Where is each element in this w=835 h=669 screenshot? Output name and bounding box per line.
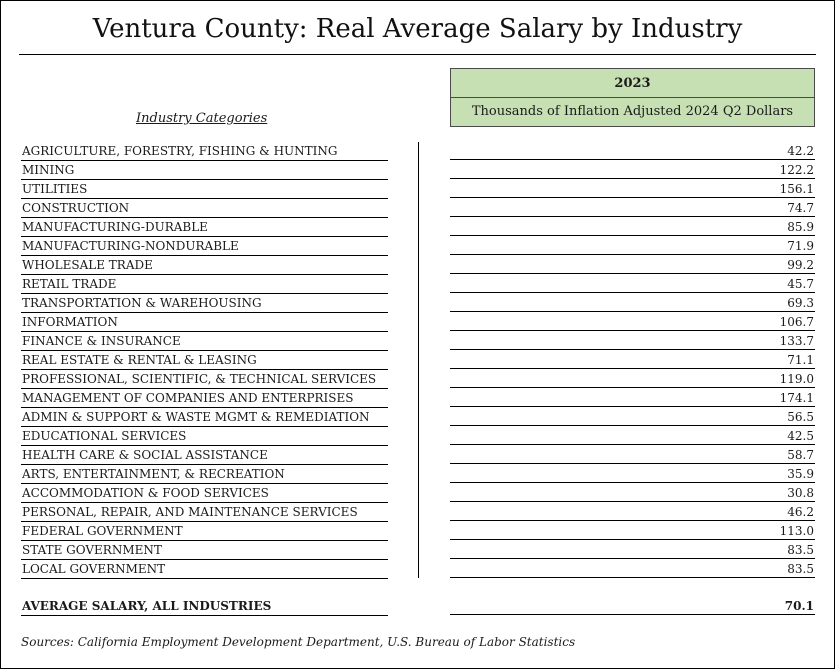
industry-label: MANUFACTURING-NONDURABLE — [21, 237, 388, 256]
salary-value: 46.2 — [450, 503, 815, 521]
table-row — [1, 522, 834, 541]
industry-label: PERSONAL, REPAIR, AND MAINTENANCE SERVICES — [21, 503, 388, 522]
industry-label: LOCAL GOVERNMENT — [21, 560, 388, 579]
salary-value: 174.1 — [450, 389, 815, 407]
salary-value: 99.2 — [450, 256, 815, 274]
salary-value: 85.9 — [450, 218, 815, 236]
industry-label: MANAGEMENT OF COMPANIES AND ENTERPRISES — [21, 389, 388, 408]
salary-value: 45.7 — [450, 275, 815, 293]
industry-label: RETAIL TRADE — [21, 275, 388, 294]
table-row — [1, 275, 834, 294]
salary-value: 30.8 — [450, 484, 815, 502]
industry-label: TRANSPORTATION & WAREHOUSING — [21, 294, 388, 313]
industry-label: FINANCE & INSURANCE — [21, 332, 388, 351]
salary-value: 113.0 — [450, 522, 815, 540]
table-row — [1, 161, 834, 180]
industry-label: MANUFACTURING-DURABLE — [21, 218, 388, 237]
industry-table — [1, 142, 834, 579]
industry-label: WHOLESALE TRADE — [21, 256, 388, 275]
table-row — [1, 370, 834, 389]
table-row — [1, 237, 834, 256]
column-year: 2023 — [451, 69, 814, 98]
total-value: 70.1 — [450, 597, 815, 615]
industry-label: EDUCATIONAL SERVICES — [21, 427, 388, 446]
salary-value: 106.7 — [450, 313, 815, 331]
table-row — [1, 560, 834, 579]
industry-label: HEALTH CARE & SOCIAL ASSISTANCE — [21, 446, 388, 465]
industry-categories-header: Industry Categories — [136, 111, 268, 126]
salary-value: 35.9 — [450, 465, 815, 483]
industry-label: PROFESSIONAL, SCIENTIFIC, & TECHNICAL SERVICES — [21, 370, 388, 389]
industry-label: ARTS, ENTERTAINMENT, & RECREATION — [21, 465, 388, 484]
title-divider — [19, 54, 816, 55]
total-label: AVERAGE SALARY, ALL INDUSTRIES — [21, 597, 388, 616]
industry-label: CONSTRUCTION — [21, 199, 388, 218]
table-row — [1, 313, 834, 332]
table-row — [1, 389, 834, 408]
salary-value: 69.3 — [450, 294, 815, 312]
table-row — [1, 408, 834, 427]
salary-value: 83.5 — [450, 541, 815, 559]
salary-value: 56.5 — [450, 408, 815, 426]
salary-value: 119.0 — [450, 370, 815, 388]
salary-value: 42.5 — [450, 427, 815, 445]
source-note: Sources: California Employment Development Department, U.S. Bureau of Labor Statistics — [21, 635, 576, 649]
salary-value: 133.7 — [450, 332, 815, 350]
industry-label: MINING — [21, 161, 388, 180]
table-row — [1, 256, 834, 275]
salary-value: 42.2 — [450, 142, 815, 160]
table-row — [1, 541, 834, 560]
table-row — [1, 218, 834, 237]
salary-value: 58.7 — [450, 446, 815, 464]
column-header — [450, 68, 815, 127]
salary-value: 83.5 — [450, 560, 815, 578]
table-row — [1, 427, 834, 446]
table-row — [1, 199, 834, 218]
industry-label: ADMIN & SUPPORT & WASTE MGMT & REMEDIATION — [21, 408, 388, 427]
total-row — [1, 597, 834, 616]
industry-label: AGRICULTURE, FORESTRY, FISHING & HUNTING — [21, 142, 388, 161]
salary-value: 122.2 — [450, 161, 815, 179]
salary-value: 71.9 — [450, 237, 815, 255]
table-row — [1, 503, 834, 522]
industry-label: FEDERAL GOVERNMENT — [21, 522, 388, 541]
table-row — [1, 446, 834, 465]
table-row — [1, 332, 834, 351]
salary-value: 74.7 — [450, 199, 815, 217]
salary-value: 71.1 — [450, 351, 815, 369]
industry-label: ACCOMMODATION & FOOD SERVICES — [21, 484, 388, 503]
table-row — [1, 142, 834, 161]
table-row — [1, 294, 834, 313]
table-row — [1, 484, 834, 503]
salary-value: 156.1 — [450, 180, 815, 198]
industry-label: UTILITIES — [21, 180, 388, 199]
table-row — [1, 351, 834, 370]
industry-label: STATE GOVERNMENT — [21, 541, 388, 560]
table-row — [1, 180, 834, 199]
table-row — [1, 465, 834, 484]
page-title: Ventura County: Real Average Salary by Industry — [92, 14, 743, 44]
industry-label: REAL ESTATE & RENTAL & LEASING — [21, 351, 388, 370]
column-units: Thousands of Inflation Adjusted 2024 Q2 Dollars — [471, 104, 794, 119]
industry-label: INFORMATION — [21, 313, 388, 332]
